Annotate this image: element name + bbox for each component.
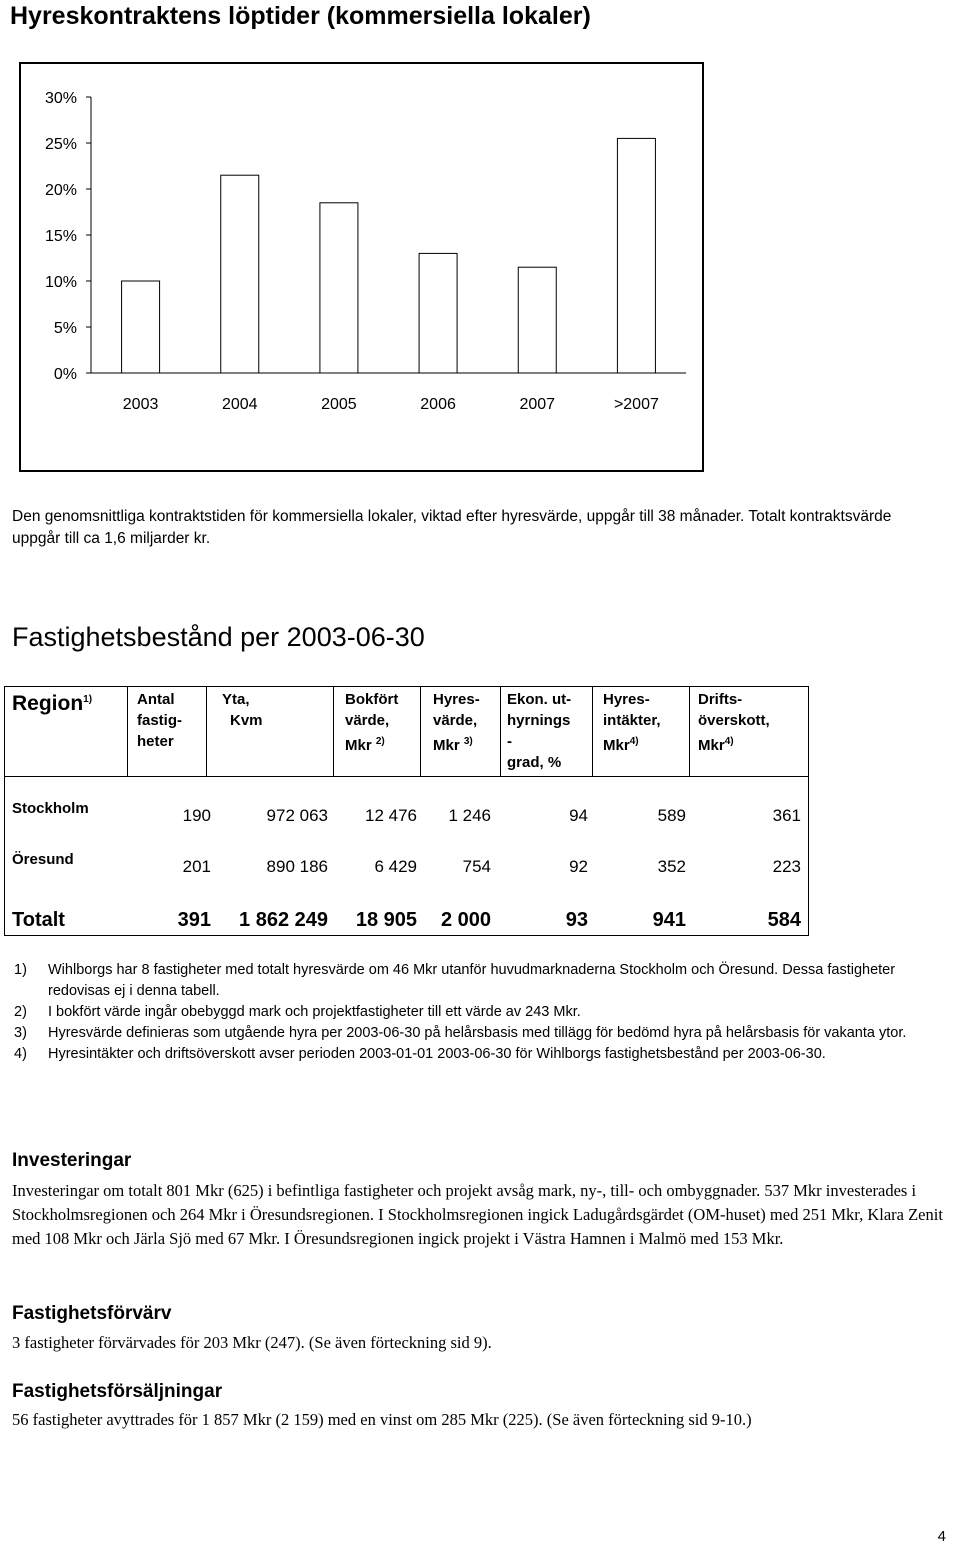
row-label-stockholm: Stockholm xyxy=(12,800,89,817)
table-cell: 352 xyxy=(657,857,686,876)
row-label-totalt: Totalt xyxy=(12,909,65,931)
x-category-label: 2004 xyxy=(221,396,258,413)
forsaljningar-heading: Fastighetsförsäljningar xyxy=(12,1381,223,1402)
column-divider xyxy=(689,686,690,777)
bar xyxy=(122,281,160,373)
table-cell: 6 429 xyxy=(374,857,417,876)
column-divider xyxy=(127,686,128,777)
header-bokfort: Bokfört värde, Mkr $^{2)}$ xyxy=(345,691,399,754)
page-title: Hyreskontraktens löptider (kommersiella lokaler) xyxy=(10,2,591,30)
row-label-oresund: Öresund xyxy=(12,851,74,868)
table-cell-total: 941 xyxy=(652,909,686,931)
investeringar-text: Investeringar om totalt 801 Mkr (625) i befintliga fastigheter och projekt avsåg mark, ny-, till- och ombyggnader. 537 Mkr investerades i Stockholmsregionen och 264 Mkr i Öresundsregionen. I Stockholmsregionen ingick Ladugårdsgärdet (OM-huset) med 251 Mkr, Klara Zenit med 108 Mkr och Järla Sjö med 67 Mkr. I Öresundsregionen ingick projekt i Västra Hamnen i Malmö med 153 Mkr. xyxy=(12,1181,943,1248)
bar xyxy=(320,203,358,373)
forvarv-heading: Fastighetsförvärv xyxy=(12,1303,172,1324)
table-cell: 201 xyxy=(182,857,211,876)
bar xyxy=(221,175,259,373)
table-heading: Fastighetsbestånd per 2003-06-30 xyxy=(12,622,425,652)
column-divider xyxy=(206,686,207,777)
y-tick-label: 30% xyxy=(44,90,77,107)
table-cell: 223 xyxy=(772,857,801,876)
bar xyxy=(419,253,457,373)
bar xyxy=(617,138,655,373)
header-hyresintakter: Hyres- intäkter, Mkr$^{4)}$ xyxy=(603,691,661,754)
table-cell: 589 xyxy=(657,806,686,825)
header-driftsoverskott: Drifts- överskott, Mkr$^{4)}$ xyxy=(698,691,770,754)
investeringar-heading: Investeringar xyxy=(12,1150,132,1171)
table-cell-total: 2 000 xyxy=(440,909,491,931)
x-category-label: 2003 xyxy=(122,396,159,413)
column-divider xyxy=(420,686,421,777)
footnote: 4) Hyresintäkter och driftsöverskott avser perioden 2003-01-01 2003-06-30 för Wihlborgs fastighetsbestånd per 2003-06-30. xyxy=(14,1046,826,1062)
y-tick-label: 10% xyxy=(44,274,77,291)
x-category-label: >2007 xyxy=(613,396,659,413)
table-cell: 754 xyxy=(462,857,491,876)
y-tick-label: 15% xyxy=(44,228,77,245)
table-cell-total: 93 xyxy=(565,909,588,931)
bar-chart xyxy=(19,62,704,472)
y-tick-label: 25% xyxy=(44,136,77,153)
y-tick-label: 5% xyxy=(53,320,77,337)
footnote: 1) Wihlborgs har 8 fastigheter med totalt hyresvärde om 46 Mkr utanför huvudmarknaderna Stockholm och Öresund. Dessa fastigheter redovisas ej i denna tabell. xyxy=(14,962,896,999)
table-cell: 972 063 xyxy=(266,806,328,825)
column-divider xyxy=(500,686,501,777)
table-cell: 12 476 xyxy=(365,806,417,825)
header-region: Region$^{1)}$ xyxy=(12,692,93,715)
header-hyresvarde: Hyres- värde, Mkr $^{3)}$ xyxy=(433,691,480,754)
table-cell: 361 xyxy=(772,806,801,825)
chart-caption: Den genomsnittliga kontraktstiden för kommersiella lokaler, viktad efter hyresvärde, uppgår till 38 månader. Totalt kontraktsvärde uppgår till ca 1,6 miljarder kr. xyxy=(12,508,892,547)
y-tick-label: 0% xyxy=(53,366,77,383)
table-cell: 92 xyxy=(569,857,588,876)
footnote: 2) I bokfört värde ingår obebyggd mark och projektfastigheter till ett värde av 243 Mkr. xyxy=(14,1004,581,1020)
table-cell: 190 xyxy=(182,806,211,825)
bar-chart-svg xyxy=(21,64,706,474)
forvarv-text: 3 fastigheter förvärvades för 203 Mkr (247). (Se även förteckning sid 9). xyxy=(12,1333,492,1352)
table-cell-total: 1 862 249 xyxy=(239,909,328,931)
page-number: 4 xyxy=(937,1528,946,1545)
table-cell: 94 xyxy=(569,806,588,825)
table-cell: 1 246 xyxy=(448,806,491,825)
header-yta: Yta, Kvm xyxy=(222,691,263,729)
column-divider xyxy=(333,686,334,777)
table-cell: 890 186 xyxy=(266,857,328,876)
x-category-label: 2005 xyxy=(321,396,357,413)
footnote: 3) Hyresvärde definieras som utgående hyra per 2003-06-30 på helårsbasis med tillägg för bedömd hyra på helårsbasis för vakanta ytor. xyxy=(14,1025,907,1041)
header-antal: Antal fastig- heter xyxy=(137,691,182,750)
footnotes xyxy=(14,960,949,1065)
table-cell-total: 18 905 xyxy=(355,909,417,931)
y-tick-label: 20% xyxy=(44,182,77,199)
table-cell-total: 391 xyxy=(177,909,211,931)
header-ekon-uthyrningsgrad: Ekon. ut- hyrnings - grad, % xyxy=(507,691,572,771)
table-cell-total: 584 xyxy=(767,909,801,931)
forsaljningar-text: 56 fastigheter avyttrades för 1 857 Mkr (2 159) med en vinst om 285 Mkr (225). (Se även förteckning sid 9-10.) xyxy=(12,1410,752,1429)
x-category-label: 2007 xyxy=(519,396,556,413)
column-divider xyxy=(592,686,593,777)
x-category-label: 2006 xyxy=(420,396,456,413)
bar xyxy=(518,267,556,373)
